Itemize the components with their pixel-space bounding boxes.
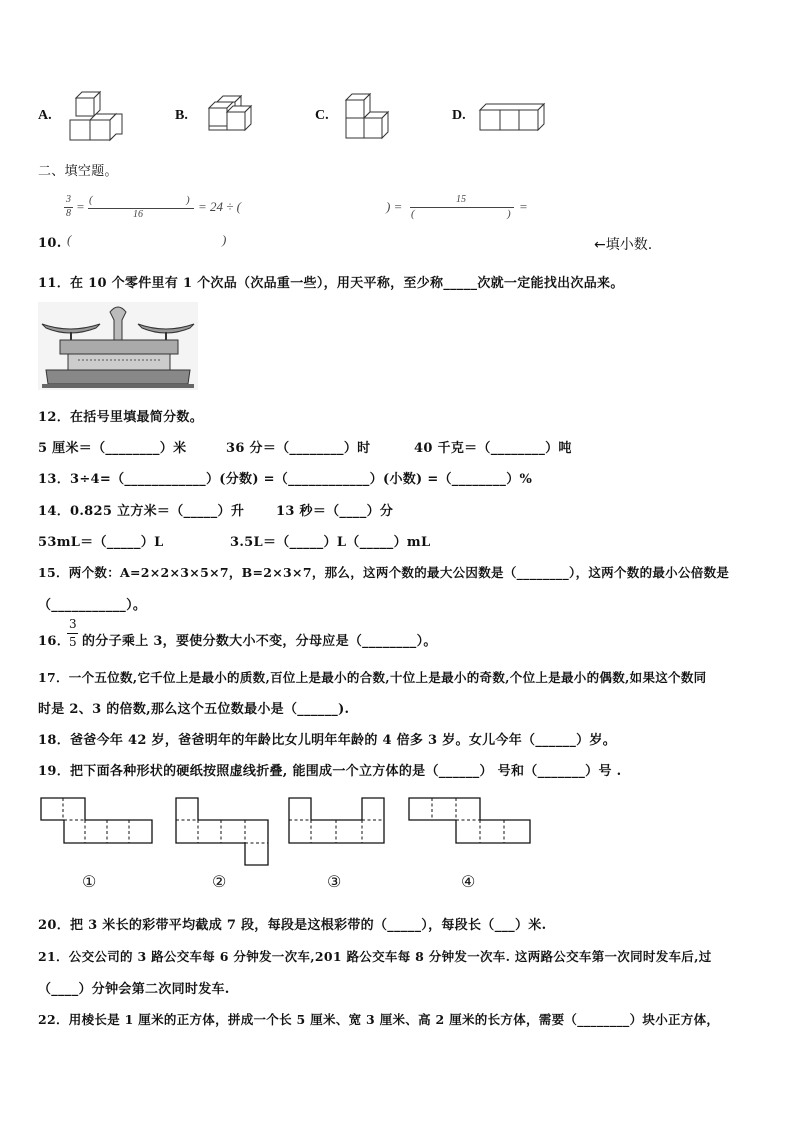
option-a-label: A.	[38, 108, 52, 123]
q14-part-c: 53mL＝（_____）L	[38, 535, 164, 550]
q10-frac-right-den-close: )	[507, 208, 511, 220]
q13-text: 13．3÷4=（____________）(分数) =（____________）(小数) =（________）%	[38, 472, 533, 487]
q12-part-b: 36 分＝（________）时	[226, 441, 371, 456]
q14-part-a: 14．0.825 立方米＝（_____）升	[38, 504, 245, 519]
q11-text: 11．在 10 个零件里有 1 个次品（次品重一些），用天平称，至少称_____次就一定能找出次品来。	[38, 276, 624, 291]
q10-frac-mid-num-open: (	[89, 194, 93, 206]
q14-part-b: 13 秒＝（____）分	[276, 504, 394, 519]
q10-eq1: =	[76, 199, 85, 214]
q10-paren-open: (	[67, 232, 72, 247]
q10-frac-right-bar	[410, 207, 514, 208]
q16-frac-den: 5	[69, 635, 77, 649]
q16-label: 16．	[38, 634, 70, 649]
q21-line1: 21．公交公司的 3 路公交车每 6 分钟发一次车,201 路公交车每 8 分钟发一次车. 这两路公交车第一次同时发车后,过	[38, 949, 712, 964]
option-d-label: D.	[452, 108, 466, 123]
net-label-1: ①	[82, 872, 97, 891]
option-b-cubes-figure	[205, 96, 257, 138]
net-label-2: ②	[212, 872, 227, 891]
cube-net-3	[288, 797, 386, 849]
q14-part-d: 3.5L＝（_____）L（_____）mL	[230, 535, 431, 550]
q10-frac-left-den: 8	[66, 208, 71, 219]
option-a-cubes-figure	[66, 90, 126, 142]
q16-frac-num: 3	[69, 617, 77, 631]
balance-scale-image	[38, 302, 198, 390]
net-label-3: ③	[327, 872, 342, 891]
q22-text: 22．用棱长是 1 厘米的正方体，拼成一个长 5 厘米、宽 3 厘米、高 2 厘米的长方体，需要（________）块小正方体，	[38, 1012, 720, 1027]
q10-eq2: = 24 ÷ (	[198, 199, 241, 214]
cube-net-4	[408, 797, 532, 849]
q10-frac-right-num: 15	[456, 194, 466, 205]
q18-text: 18．爸爸今年 42 岁，爸爸明年的年龄比女儿明年年龄的 4 倍多 3 岁。女儿今年（______）岁。	[38, 733, 617, 748]
q15-line2: （___________）。	[38, 598, 147, 613]
q10-label: 10.	[38, 236, 62, 251]
q16-frac-bar	[67, 633, 78, 634]
option-d-cubes-figure	[478, 102, 546, 132]
q10-frac-mid-den: 16	[133, 209, 143, 220]
q17-line2: 时是 2、3 的倍数,那么这个五位数最小是（______).	[38, 702, 350, 717]
q10-frac-mid-num-close: )	[186, 194, 190, 206]
cube-net-1	[40, 797, 154, 849]
q20-text: 20．把 3 米长的彩带平均截成 7 段，每段是这根彩带的（_____），每段长（___）米.	[38, 918, 547, 933]
q10-frac-right-den-open: (	[411, 208, 415, 220]
q10-paren-close-eq: ) =	[386, 199, 403, 214]
option-b-label: B.	[175, 108, 188, 123]
q10-paren-close: )	[222, 232, 227, 247]
q19-text: 19．把下面各种形状的硬纸按照虚线折叠, 能围成一个立方体的是（______） 号和（_______）号 .	[38, 764, 622, 779]
q12-title: 12．在括号里填最简分数。	[38, 410, 203, 425]
q12-part-a: 5 厘米＝（________）米	[38, 441, 187, 456]
q12-part-c: 40 千克＝（________）吨	[414, 441, 572, 456]
q15-line1: 15．两个数：A=2×2×3×5×7，B=2×3×7，那么，这两个数的最大公因数是（________），这两个数的最小公倍数是	[38, 565, 730, 580]
cube-net-2	[175, 797, 273, 867]
option-c-cubes-figure	[342, 92, 392, 142]
q16-text: 的分子乘上 3，要使分数大小不变，分母应是（________）。	[82, 634, 437, 649]
q17-line1: 17．一个五位数,它千位上是最小的质数,百位上是最小的合数,十位上是最小的奇数,个位上是最小的偶数,如果这个数同	[38, 670, 707, 685]
option-c-label: C.	[315, 108, 329, 123]
section-title: 二、填空题。	[38, 164, 118, 179]
q10-eq3: =	[519, 199, 528, 214]
q21-line2: （____）分钟会第二次同时发车.	[38, 982, 230, 997]
q10-hint: ←填小数.	[594, 237, 653, 253]
q10-frac-left-num: 3	[66, 194, 71, 205]
net-label-4: ④	[461, 872, 476, 891]
